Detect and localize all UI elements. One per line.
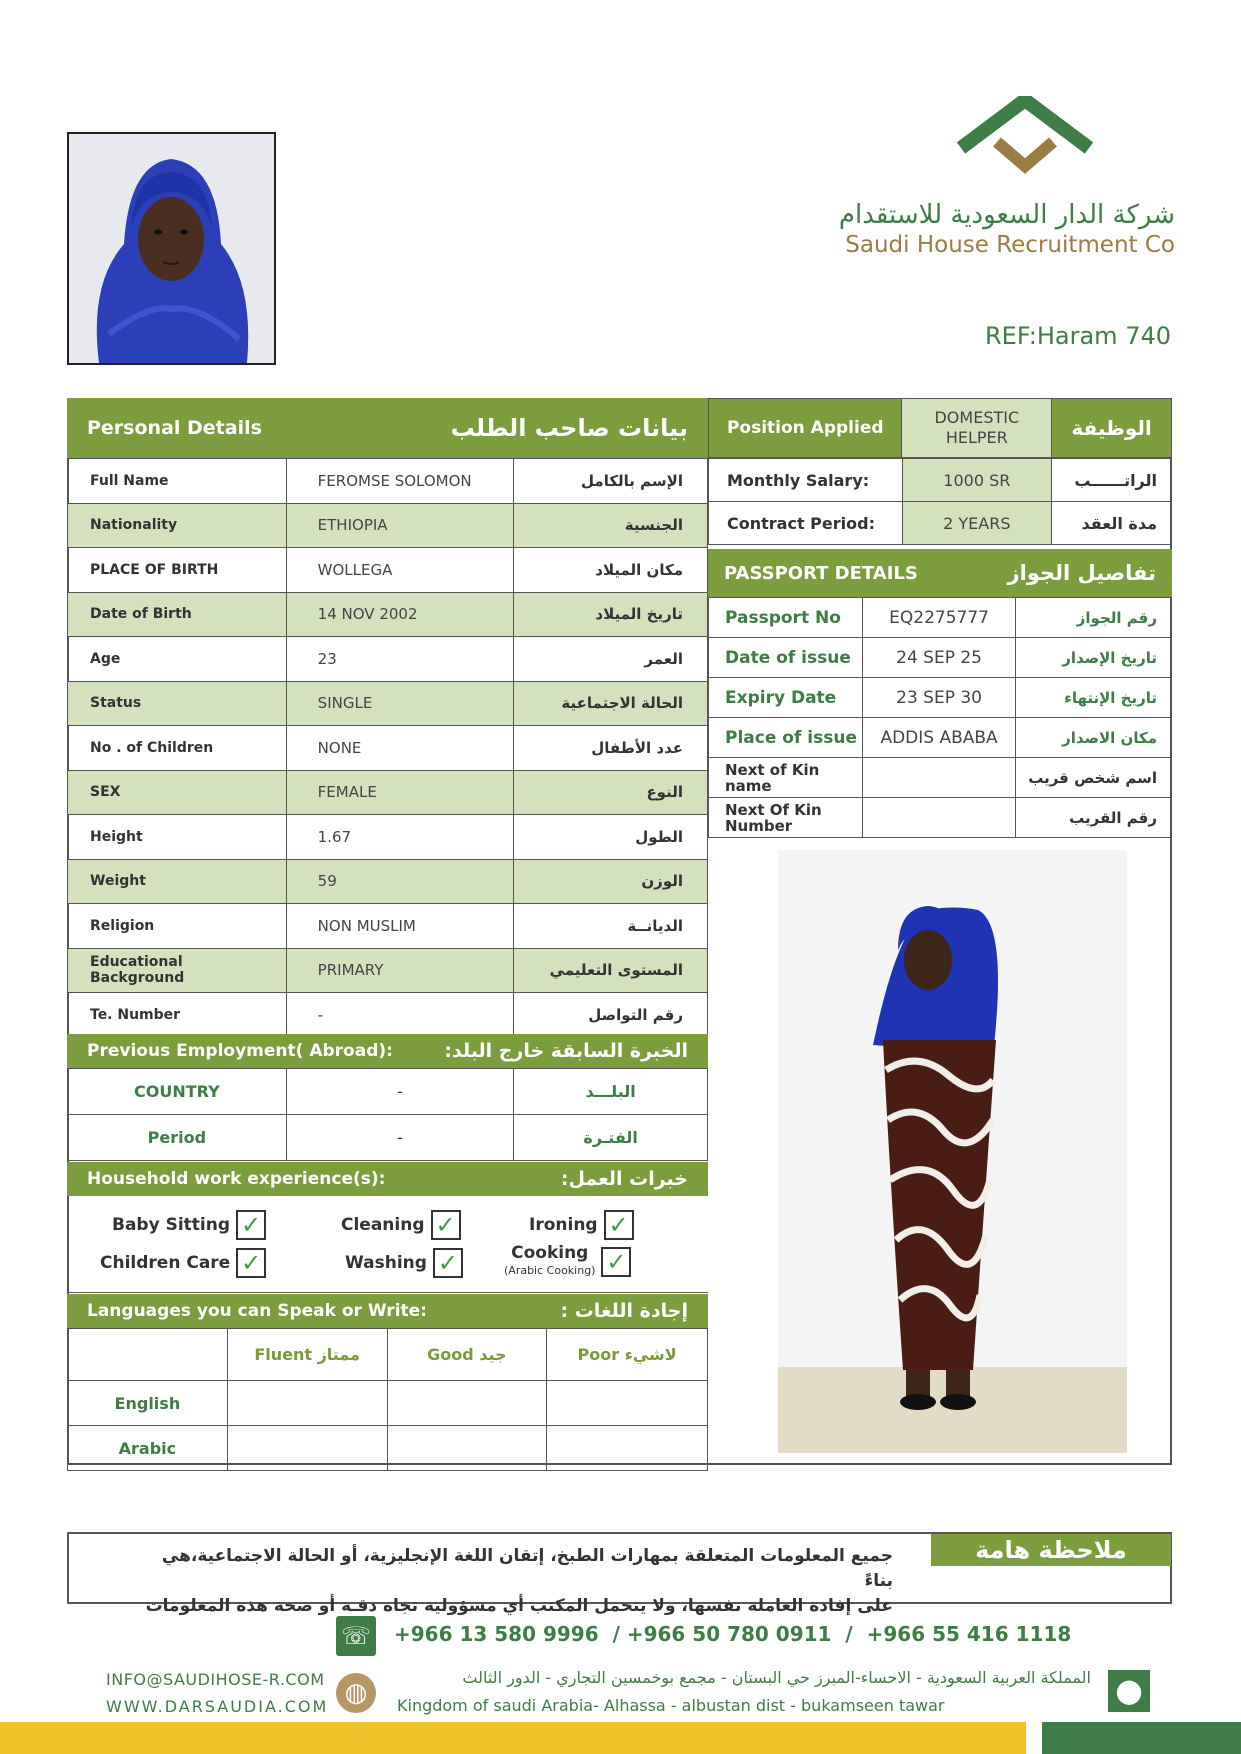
level-fluent: Fluent ممتاز [227,1329,387,1381]
skill-label-block [504,1244,595,1280]
religion-value: NON MUSLIM [286,904,514,949]
table-row [709,678,1172,718]
position-table [708,398,1172,458]
checkbox[interactable]: ✓ [601,1247,631,1277]
household-title-arabic: خبرات العمل: [560,1168,688,1190]
phone-numbers[interactable]: +966 13 580 9996 / +966 50 780 0911 / +966 55 416 1118 [394,1622,1072,1646]
row-label: Date of Birth [68,592,287,637]
arabic-good-cell [387,1426,547,1471]
note-line: على إفادة العاملة نفسها، ولا يتحمل المكتب أي مسؤولية تجاه دقـة أو صحة هذه المعلومات [145,1596,893,1616]
passport-details-header [708,549,1172,597]
skill-label: Children Care [100,1253,231,1273]
nationality-value: ETHIOPIA [286,503,514,548]
household-skills [67,1196,708,1293]
skill-label: Baby Sitting [112,1215,231,1235]
row-label: Te. Number [68,993,287,1038]
row-label-arabic: المستوى التعليمي [514,948,708,993]
personal-details-table [67,458,708,1038]
previous-employment-header [67,1034,708,1068]
checkbox[interactable]: ✓ [433,1248,463,1278]
row-label: No . of Children [68,726,287,771]
globe-icon: ◍ [336,1673,376,1713]
table-row [68,1329,708,1381]
address-arabic: المملكة العربية السعودية - الاحساء-المبرز حي البستان - مجمع بوخمسين التجاري - الدور الثالث [462,1668,1091,1687]
row-label: Weight [68,859,287,904]
row-label-arabic: اسم شخص قريب [1016,758,1172,798]
reference-number: REF:Haram 740 [984,322,1171,350]
personal-details-title-arabic: بيانات صاحب الطلب [450,414,688,442]
language-arabic: Arabic [68,1426,228,1471]
skill-cleaning [341,1210,461,1240]
place-of-issue-value: ADDIS ABABA [862,718,1016,758]
table-row [68,503,708,548]
skill-children-care [100,1248,266,1278]
row-label: Full Name [68,459,287,504]
row-label: Educational Background [68,948,287,993]
previous-employment-title: Previous Employment( Abroad): [87,1041,393,1061]
row-label: Expiry Date [709,678,863,718]
level-good: Good جيد [387,1329,547,1381]
languages-header [67,1294,708,1328]
salary-value: 1000 SR [902,459,1052,502]
skill-label: Washing [345,1253,427,1273]
table-row [709,798,1172,838]
row-label-arabic: الديانــة [514,904,708,949]
position-value: DOMESTIC HELPER [902,399,1052,458]
sex-value: FEMALE [286,770,514,815]
row-label: Next Of Kin Number [709,798,863,838]
row-label-arabic: عدد الأطفال [514,726,708,771]
table-row [68,859,708,904]
place-of-birth-value: WOLLEGA [286,548,514,593]
email-link[interactable]: INFO@SAUDIHOSE-R.COM [106,1670,325,1689]
checkbox[interactable]: ✓ [604,1210,634,1240]
row-label: Height [68,815,287,860]
empty-cell [68,1329,228,1381]
skill-label: Cleaning [341,1215,425,1235]
table-row [68,548,708,593]
level-poor: Poor لاشيء [547,1329,708,1381]
checkbox[interactable]: ✓ [431,1210,461,1240]
portrait-photo [67,132,276,365]
row-label: Status [68,681,287,726]
row-label: Date of issue [709,638,863,678]
table-row [709,502,1172,545]
row-label-arabic: النوع [514,770,708,815]
row-label-arabic: مكان الميلاد [514,548,708,593]
language-english: English [68,1381,228,1426]
address-english: Kingdom of saudi Arabia- Alhassa - albustan dist - bukamseen tawar [397,1696,945,1715]
passport-table [708,597,1172,838]
skill-label: Ironing [529,1215,598,1235]
english-fluent-cell [227,1381,387,1426]
position-label-arabic: الوظيفة [1052,399,1172,458]
row-label-arabic: الإسم بالكامل [514,459,708,504]
location-pin-icon: ⬤ [1108,1670,1150,1712]
row-label-arabic: الوزن [514,859,708,904]
note-line: جميع المعلومات المتعلقة بمهارات الطبخ، إتقان اللغة الإنجليزية، أو الحالة الاجتماعية،هي بناءً [161,1546,893,1591]
footer-bar-yellow [0,1722,1026,1754]
row-label: Next of Kin name [709,758,863,798]
skill-washing [345,1248,463,1278]
table-row [709,718,1172,758]
table-row [68,459,708,504]
table-row [709,399,1172,458]
passport-title: PASSPORT DETAILS [724,562,918,584]
row-label-arabic: تاريخ الميلاد [514,592,708,637]
phone-icon: ☏ [336,1616,376,1656]
row-label-arabic: الجنسية [514,503,708,548]
date-of-birth-value: 14 NOV 2002 [286,592,514,637]
kin-number-value [862,798,1016,838]
arabic-fluent-cell [227,1426,387,1471]
personal-details-title: Personal Details [87,417,262,439]
passport-title-arabic: تفاصيل الجواز [1007,561,1156,585]
phone-number-value: - [286,993,514,1038]
row-label-arabic: الطول [514,815,708,860]
table-row [68,904,708,949]
row-label-arabic: رقم القريب [1016,798,1172,838]
children-value: NONE [286,726,514,771]
household-header [67,1162,708,1196]
row-label-arabic: رقم الجواز [1016,598,1172,638]
row-label: Place of issue [709,718,863,758]
full-name-value: FEROMSE SOLOMON [286,459,514,504]
table-row [68,1069,708,1115]
contract-value: 2 YEARS [902,502,1052,545]
checkbox[interactable]: ✓ [236,1210,266,1240]
country-value: - [286,1069,514,1115]
english-poor-cell [547,1381,708,1426]
important-note-text [133,1544,893,1619]
passport-number-value: EQ2275777 [862,598,1016,638]
table-row [709,758,1172,798]
table-row [68,948,708,993]
skill-ironing [529,1210,634,1240]
row-label: Nationality [68,503,287,548]
salary-table [708,458,1172,545]
company-name-arabic: شركة الدار السعودية للاستقدام [838,200,1175,230]
skill-cooking [504,1244,631,1280]
contract-label-arabic: مدة العقد [1052,502,1172,545]
table-row [68,993,708,1038]
previous-employment-title-arabic: الخبرة السابقة خارج البلد: [444,1040,688,1062]
table-row [68,1381,708,1426]
row-label: Period [68,1115,287,1161]
salary-label: Monthly Salary: [709,459,903,502]
row-label: Religion [68,904,287,949]
table-row [68,726,708,771]
row-label-arabic: العمر [514,637,708,682]
row-label-arabic: الحالة الاجتماعية [514,681,708,726]
row-label: PLACE OF BIRTH [68,548,287,593]
expiry-date-value: 23 SEP 30 [862,678,1016,718]
row-label: Age [68,637,287,682]
footer-bar-green [1042,1722,1241,1754]
checkbox[interactable]: ✓ [236,1248,266,1278]
table-row [709,638,1172,678]
company-name-english: Saudi House Recruitment Co [845,232,1175,258]
row-label-arabic: مكان الاصدار [1016,718,1172,758]
full-body-photo [778,850,1127,1453]
table-row [68,1426,708,1471]
table-row [68,770,708,815]
website-link[interactable]: WWW.DARSAUDIA.COM [106,1697,329,1716]
status-value: SINGLE [286,681,514,726]
languages-title: Languages you can Speak or Write: [87,1301,427,1321]
date-of-issue-value: 24 SEP 25 [862,638,1016,678]
position-label: Position Applied [709,399,902,458]
row-label-arabic: الفتـرة [514,1115,708,1161]
row-label-arabic: البلـــد [514,1069,708,1115]
row-label-arabic: تاريخ الإنتهاء [1016,678,1172,718]
important-note-badge: ملاحظة هامة [931,1534,1171,1566]
household-title: Household work experience(s): [87,1169,386,1189]
table-row [68,592,708,637]
period-value: - [286,1115,514,1161]
arabic-poor-cell [547,1426,708,1471]
education-value: PRIMARY [286,948,514,993]
company-logo [955,96,1095,186]
row-label: COUNTRY [68,1069,287,1115]
row-label: Passport No [709,598,863,638]
languages-table [67,1328,708,1471]
height-value: 1.67 [286,815,514,860]
table-row [68,815,708,860]
previous-employment-table [67,1068,708,1161]
row-label-arabic: تاريخ الإصدار [1016,638,1172,678]
salary-label-arabic: الراتــــــب [1052,459,1172,502]
skill-sublabel: (Arabic Cooking) [504,1264,596,1277]
table-row [709,598,1172,638]
age-value: 23 [286,637,514,682]
weight-value: 59 [286,859,514,904]
contract-label: Contract Period: [709,502,903,545]
personal-details-header [67,398,708,458]
table-row [68,681,708,726]
table-row [68,637,708,682]
languages-title-arabic: إجادة اللغات : [560,1300,688,1322]
row-label-arabic: رقم التواصل [514,993,708,1038]
row-label: SEX [68,770,287,815]
table-row [709,459,1172,502]
skill-baby-sitting [112,1210,266,1240]
english-good-cell [387,1381,547,1426]
skill-label: Cooking [511,1243,589,1263]
kin-name-value [862,758,1016,798]
table-row [68,1115,708,1161]
